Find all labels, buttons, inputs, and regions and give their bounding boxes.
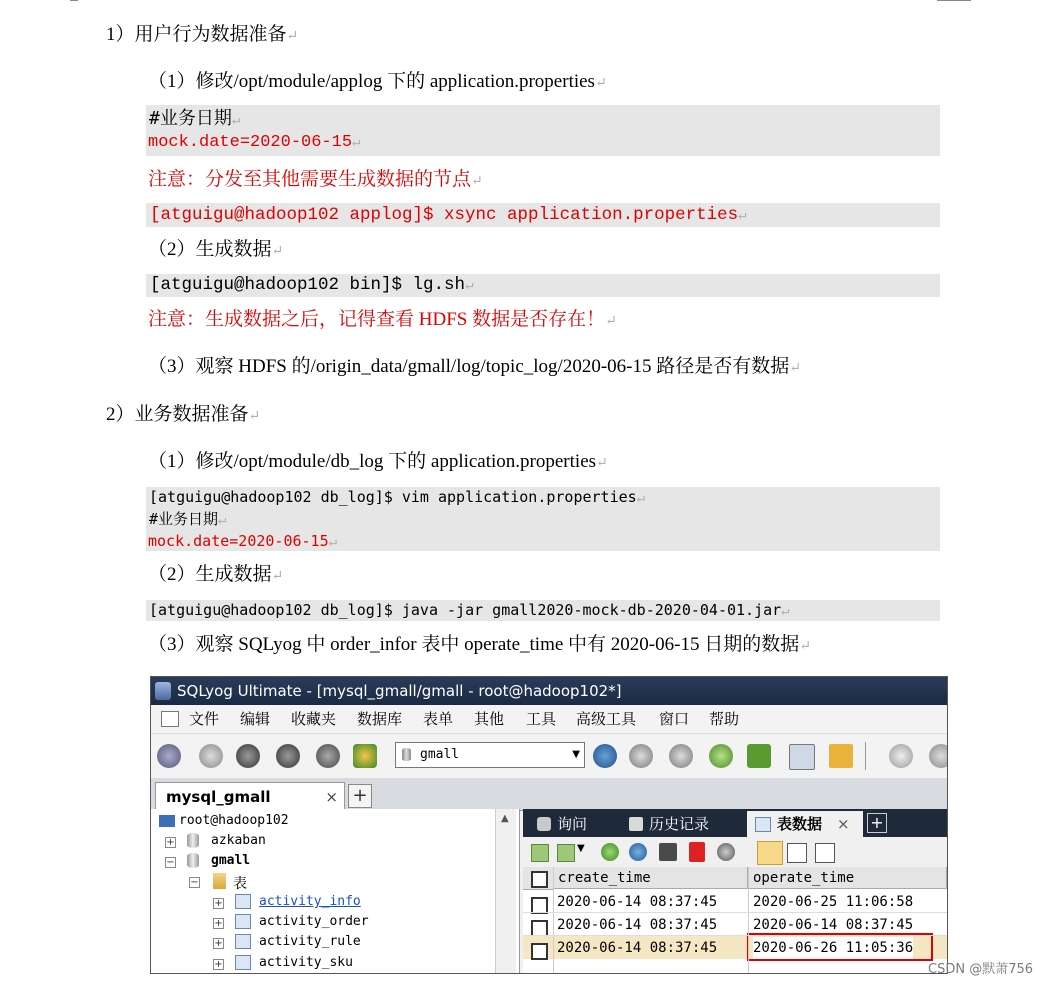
section2-step2: （2）生成数据↵ (148, 564, 284, 585)
select-all-checkbox[interactable] (531, 871, 548, 888)
stop-icon[interactable] (316, 744, 340, 768)
cancel-icon[interactable] (717, 843, 735, 861)
code-xsync-text: [atguigu@hadoop102 applog]$ xsync application.properties↵ (150, 205, 747, 225)
toolbar-separator (865, 742, 866, 770)
sqlyog-app-icon (155, 682, 171, 700)
sqlyog-screenshot (150, 676, 948, 974)
note-check-hdfs: 注意：生成数据之后，记得查看 HDFS 数据是否存在！↵ (148, 309, 617, 330)
grid-view-icon[interactable] (757, 841, 783, 865)
code-java (146, 600, 940, 621)
database-icon (402, 748, 411, 761)
code-block-applog (146, 105, 940, 156)
code-java-text: [atguigu@hadoop102 db_log]$ java -jar gmall2020-mock-db-2020-04-01.jar↵ (149, 601, 790, 619)
preferences-icon[interactable] (889, 744, 913, 768)
code-lg (146, 274, 940, 297)
user-manager-icon[interactable] (593, 744, 617, 768)
page-corner-left (70, 0, 78, 4)
watermark: CSDN @默萧756 (928, 962, 1034, 977)
delete-icon[interactable] (689, 842, 705, 862)
object-browser (151, 809, 520, 973)
menu-other[interactable]: 其他 (474, 710, 505, 728)
chevron-down-icon[interactable]: ▼ (577, 843, 585, 854)
menu-edit[interactable]: 编辑 (240, 710, 271, 728)
section1-step1: （1）修改/opt/module/applog 下的 application.properties↵ (148, 71, 607, 92)
row-checkbox[interactable] (531, 943, 548, 960)
refresh-icon[interactable] (629, 843, 647, 861)
code-mock-date-2: mock.date=2020-06-15↵ (148, 532, 338, 550)
code-lg-text: [atguigu@hadoop102 bin]$ lg.sh↵ (150, 275, 474, 295)
sync-icon[interactable] (709, 744, 733, 768)
tab-table-data[interactable]: 表数据 × (747, 811, 863, 837)
text-view-icon[interactable] (815, 843, 835, 863)
tree-db-gmall[interactable]: gmall (211, 853, 251, 868)
code-vim: [atguigu@hadoop102 db_log]$ vim application.properties↵ (149, 488, 646, 506)
table-icon (235, 914, 251, 929)
add-icon[interactable] (601, 843, 619, 861)
table-icon (235, 955, 251, 970)
section2-step1: （1）修改/opt/module/db_log 下的 application.properties↵ (148, 451, 608, 472)
menu-tools[interactable]: 工具 (526, 710, 557, 728)
section1-step3: （3）观察 HDFS 的/origin_data/gmall/log/topic_log/2020-06-15 路径是否有数据↵ (148, 356, 801, 377)
tab-query[interactable]: 询问 (527, 811, 619, 837)
more-tools-icon[interactable] (929, 744, 948, 768)
column-header[interactable]: operate_time (749, 867, 947, 889)
result-pane (523, 809, 947, 973)
restore-db-icon[interactable] (669, 744, 693, 768)
section2-step3: （3）观察 SQLyog 中 order_infor 表中 operate_time 中有 2020-06-15 日期的数据↵ (148, 634, 811, 655)
code-mock-date: mock.date=2020-06-15↵ (148, 133, 361, 152)
section1-step2: （2）生成数据↵ (148, 239, 284, 260)
expand-icon[interactable]: + (166, 837, 175, 848)
shapes-icon[interactable] (353, 744, 377, 768)
save-icon[interactable] (659, 843, 677, 861)
chevron-down-icon[interactable]: ▼ (572, 749, 580, 760)
server-icon (159, 815, 175, 827)
menu-file[interactable]: 文件 (189, 710, 220, 728)
table-icon (235, 894, 251, 909)
grid-cell[interactable]: 2020-06-14 08:37:45 (753, 917, 914, 933)
data-grid (523, 867, 947, 973)
code-block-dblog (146, 487, 940, 551)
table-icon (755, 817, 771, 832)
import-icon[interactable] (747, 744, 771, 768)
menu-favorites[interactable]: 收藏夹 (291, 710, 337, 728)
tab-history[interactable]: 历史记录 (623, 811, 743, 837)
query-icon (537, 817, 551, 831)
new-connection-icon[interactable] (199, 744, 223, 768)
execute-all-icon[interactable] (276, 744, 300, 768)
result-tabs (523, 809, 947, 837)
grid-line (523, 912, 947, 913)
section1-heading: 1）用户行为数据准备↵ (106, 24, 299, 45)
expand-icon[interactable]: + (214, 959, 223, 970)
insert-row-icon[interactable] (531, 844, 549, 862)
tree-root[interactable]: root@hadoop102 (159, 813, 289, 828)
menu-window[interactable]: 窗口 (659, 710, 690, 728)
tree-db-azkaban[interactable]: azkaban (211, 833, 266, 848)
sqlyog-toolbar (151, 734, 947, 778)
connection-tabs (151, 778, 947, 811)
scroll-up-icon[interactable]: ▲ (501, 813, 509, 824)
menu-help[interactable]: 帮助 (709, 710, 740, 728)
calendar-icon (629, 817, 643, 831)
tree-table-activity-sku[interactable]: activity_sku (259, 955, 353, 970)
tree-table-activity-info[interactable]: activity_info (259, 894, 361, 909)
section2-heading: 2）业务数据准备↵ (106, 404, 261, 425)
grid-cell[interactable]: 2020-06-14 08:37:45 (557, 917, 718, 933)
code-comment-2: #业务日期↵ (149, 510, 227, 528)
grid-line (553, 867, 554, 973)
code-xsync (146, 203, 940, 227)
backup-db-icon[interactable] (629, 744, 653, 768)
collapse-icon[interactable]: − (190, 877, 199, 888)
tree-table-activity-rule[interactable]: activity_rule (259, 934, 361, 949)
code-comment: #业务日期↵ (149, 108, 241, 129)
menu-advanced-tools[interactable]: 高级工具 (576, 710, 637, 728)
grid-cell[interactable]: 2020-06-14 08:37:45 (557, 894, 718, 910)
database-icon (187, 833, 199, 848)
sqlyog-menubar (151, 705, 947, 734)
grid-cell[interactable]: 2020-06-25 11:06:58 (753, 894, 914, 910)
grid-line (748, 867, 749, 973)
page-corner-right (937, 0, 971, 4)
select-all-header[interactable] (523, 867, 554, 890)
close-icon[interactable]: × (837, 815, 850, 833)
export-icon[interactable] (557, 844, 575, 862)
note-distribute: 注意：分发至其他需要生成数据的节点↵ (148, 169, 483, 190)
connect-icon[interactable] (157, 744, 181, 768)
expand-icon[interactable]: + (214, 898, 223, 909)
highlight-box (747, 933, 933, 961)
tree-folder-tables[interactable]: 表 (233, 876, 247, 892)
menu-database[interactable]: 数据库 (357, 710, 403, 728)
collapse-icon[interactable]: − (166, 857, 175, 868)
query-builder-icon[interactable] (829, 744, 853, 768)
expand-icon[interactable]: + (214, 918, 223, 929)
tree-table-activity-order[interactable]: activity_order (259, 914, 369, 929)
grid-toolbar (523, 839, 947, 867)
sqlyog-titlebar: SQLyog Ultimate - [mysql_gmall/gmall - root@hadoop102*] (151, 677, 947, 705)
grid-cell-highlighted[interactable]: 2020-06-26 11:05:36 (753, 937, 913, 959)
add-connection-button[interactable]: + (348, 784, 372, 808)
expand-icon[interactable]: + (214, 938, 223, 949)
execute-query-icon[interactable] (236, 744, 260, 768)
menu-table[interactable]: 表单 (423, 710, 454, 728)
grid-cell[interactable]: 2020-06-14 08:37:45 (557, 940, 718, 956)
database-icon (187, 853, 199, 868)
grid-line (523, 935, 947, 936)
form-view-icon[interactable] (787, 843, 807, 863)
folder-icon (213, 873, 226, 889)
window-menu-icon[interactable] (161, 711, 179, 727)
add-tab-button[interactable]: + (867, 813, 887, 833)
database-select[interactable]: gmall ▼ (395, 742, 585, 768)
close-icon[interactable]: × (325, 788, 338, 806)
schema-designer-icon[interactable] (789, 744, 815, 770)
column-header[interactable]: create_time (554, 867, 748, 889)
tree-scrollbar[interactable] (495, 809, 516, 973)
table-icon (235, 934, 251, 949)
connection-tab-mysql-gmall[interactable]: mysql_gmall × (155, 782, 345, 811)
